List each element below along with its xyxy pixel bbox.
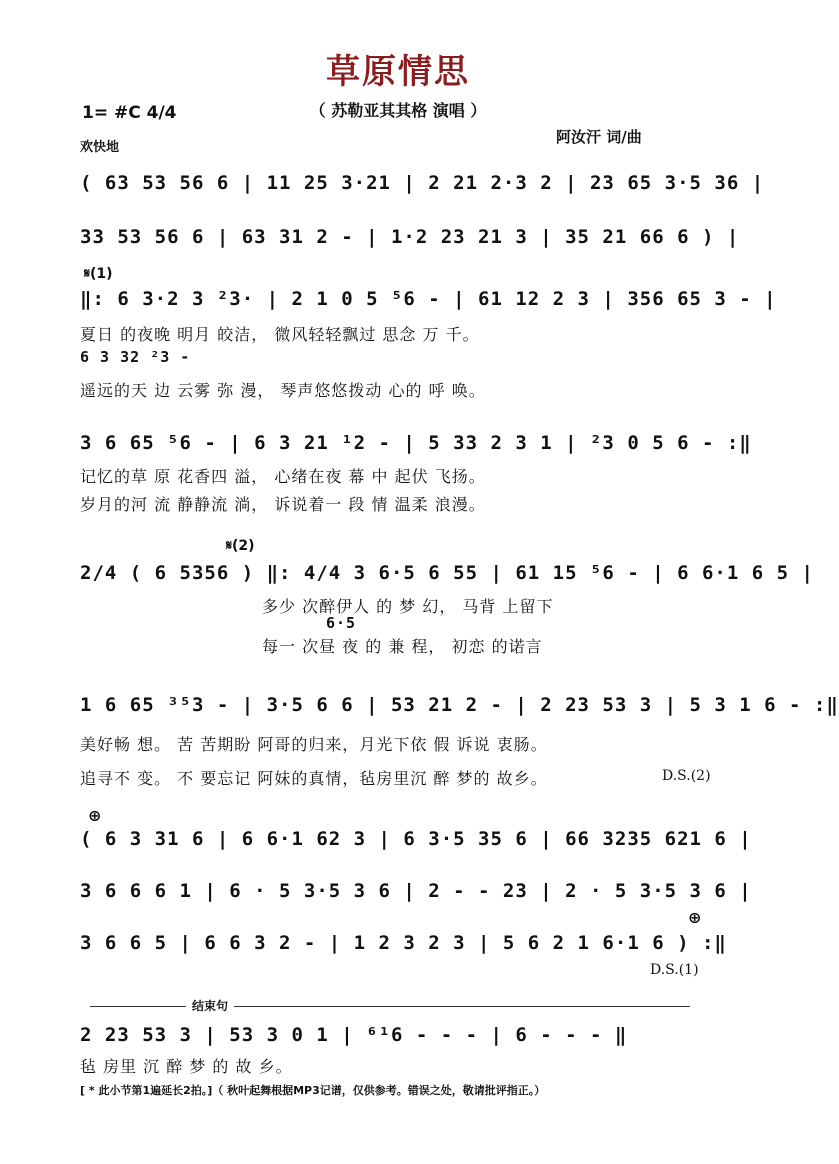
ending-bracket-line xyxy=(90,1006,690,1007)
ds-1-marking: D.S.(1) xyxy=(650,962,699,978)
lyric-row-3b: 遥远的天 边 云雾 弥 漫， 琴声悠悠拨动 心的 呼 唤。 xyxy=(80,381,486,400)
segno-sign-1: 𝄋(1) xyxy=(84,266,113,282)
notation-row-4: 3 6 65 ⁵6 - | 6 3 21 ¹2 - | 5 33 2 3 1 | ²3 0 5 6 - :‖ xyxy=(80,432,752,454)
coda-icon: ⊕ xyxy=(88,806,102,825)
notation-row-6: 1 6 65 ³⁵3 - | 3·5 6 6 | 53 21 2 - | 2 23 53 3 | 5 3 1 6 - :‖ xyxy=(80,694,839,716)
ending-label: 结束句 xyxy=(186,997,234,1014)
tempo-marking: 欢快地 xyxy=(80,140,120,155)
lyric-row-3a: 夏日 的夜晚 明月 皎洁， 微风轻轻飘过 思念 万 千。 xyxy=(80,325,480,344)
key-signature: 1= #C 4/4 xyxy=(82,103,177,123)
notation-row-5b: 6·5 xyxy=(326,614,357,632)
composer-credit: 阿汝汗 词/曲 xyxy=(556,128,642,146)
notation-row-7: ( 6 3 31 6 | 6 6·1 62 3 | 6 3·5 35 6 | 66 3235 621 6 | xyxy=(80,828,752,850)
notation-row-10: 2 23 53 3 | 53 3 0 1 | ⁶¹6 - - - | 6 - - - ‖ xyxy=(80,1024,628,1046)
lyric-row-4b: 岁月的河 流 静静流 淌， 诉说着一 段 情 温柔 浪漫。 xyxy=(80,495,486,514)
ds-2-marking: D.S.(2) xyxy=(662,768,711,784)
segno-sign-2: 𝄋(2) xyxy=(226,538,255,554)
lyric-row-10: 毡 房里 沉 醉 梦 的 故 乡。 xyxy=(80,1057,293,1076)
notation-row-8: 3 6 6 6 1 | 6 · 5 3·5 3 6 | 2 - - 23 | 2 · 5 3·5 3 6 | xyxy=(80,880,752,902)
lyric-row-6a: 美好畅 想。 苦 苦期盼 阿哥的归来，月光下依 假 诉说 衷肠。 xyxy=(80,735,548,754)
footnote: [ * 此小节第1遍延长2拍。]（ 秋叶起舞根据MP3记谱，仅供参考。错误之处，敬请批评指正。） xyxy=(80,1084,546,1097)
lyric-row-4a: 记忆的草 原 花香四 溢， 心绪在夜 幕 中 起伏 飞扬。 xyxy=(80,467,486,486)
notation-row-1: ( 63 53 56 6 | 11 25 3·21 | 2 21 2·3 2 | 23 65 3·5 36 | xyxy=(80,172,765,194)
notation-row-2: 33 53 56 6 | 63 31 2 - | 1·2 23 21 3 | 35 21 66 6 ) | xyxy=(80,226,740,248)
lyric-row-5a: 多少 次醉伊人 的 梦 幻， 马背 上留下 xyxy=(262,597,554,616)
notation-row-5: 2/4 ( 6 5356 ) ‖: 4/4 3 6·5 6 55 | 61 15 ⁵6 - | 6 6·1 6 5 | xyxy=(80,562,814,584)
lyric-row-6b: 追寻不 变。 不 要忘记 阿妹的真情，毡房里沉 醉 梦的 故乡。 xyxy=(80,769,548,788)
notation-row-3: ‖: 6 3·2 3 ²3· | 2 1 0 5 ⁵6 - | 61 12 2 3 | 356 65 3 - | xyxy=(80,288,777,310)
lyric-row-5b: 每一 次昼 夜 的 兼 程， 初恋 的诺言 xyxy=(262,637,543,656)
coda-icon-end: ⊕ xyxy=(688,908,702,927)
song-subtitle: （ 苏勒亚其其格 演唱 ） xyxy=(309,101,487,120)
notation-row-9: 3 6 6 5 | 6 6 3 2 - | 1 2 3 2 3 | 5 6 2 1 6·1 6 ) :‖ xyxy=(80,932,727,954)
song-title: 草原情思 xyxy=(326,52,470,92)
notation-row-3b: 6 3 32 ²3 - xyxy=(80,348,191,366)
